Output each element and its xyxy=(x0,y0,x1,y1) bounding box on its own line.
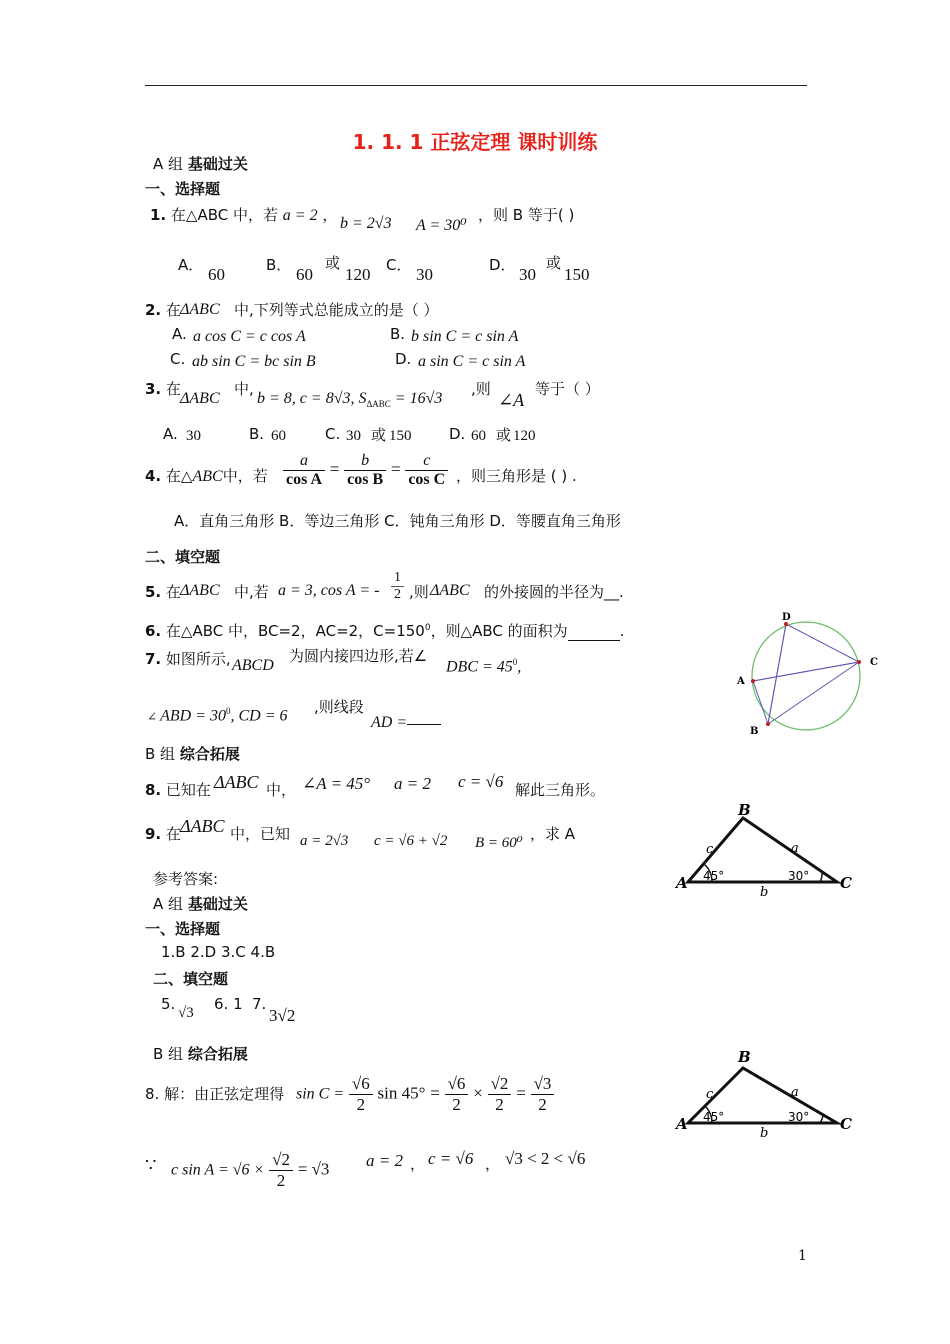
q3-then: ,则 xyxy=(471,380,491,398)
side-c-label: c xyxy=(706,842,714,857)
triangle-figure-1 xyxy=(672,801,862,900)
q4-number: 4. xyxy=(145,467,162,485)
side-a-label-2: a xyxy=(791,1085,799,1100)
answers-section-fill: 二、填空题 xyxy=(153,970,229,988)
q1-option-d-value1: 30 xyxy=(519,265,536,284)
q2-option-a: a cos C = c cos A xyxy=(193,328,306,345)
answer-8-sep2: ， xyxy=(485,1155,501,1173)
q4-text2: 中，若 xyxy=(222,467,268,485)
q1-sep: ， xyxy=(322,206,338,224)
answer-6: 6. 1 xyxy=(214,995,243,1013)
angle-c-label: 30° xyxy=(788,869,810,883)
q3-option-b: 60 xyxy=(271,428,286,444)
q1-angle-value: A = 30⁰ xyxy=(416,217,467,234)
side-b-label: b xyxy=(760,885,769,900)
q2-option-b: b sin C = c sin A xyxy=(411,328,519,345)
q1-option-b-or: 或 xyxy=(325,254,341,272)
q3-triangle: ΔABC xyxy=(180,390,220,407)
q4-options: A．直角三角形 B．等边三角形 C．钝角三角形 D．等腰直角三角形 xyxy=(174,512,621,530)
q3-mid: 中, xyxy=(234,380,254,398)
q7-cd: , CD = 6 xyxy=(230,707,288,725)
q5-triangle-2: ΔABC xyxy=(430,582,470,599)
q3-option-a: 30 xyxy=(186,428,201,444)
q9-number: 9. xyxy=(145,825,162,843)
quadrilateral-outline xyxy=(753,624,859,724)
q1-option-b-value1: 60 xyxy=(296,265,313,284)
q8-a: a = 2 xyxy=(394,774,431,793)
q2-option-a-label: A. xyxy=(172,325,187,343)
q7-blank xyxy=(407,706,441,725)
q7-mid: 为圆内接四边形,若∠ xyxy=(289,647,428,665)
point-b xyxy=(766,722,770,726)
label-a: A xyxy=(737,676,745,687)
side-bc xyxy=(768,662,859,724)
q1-option-c-value: 30 xyxy=(416,265,433,284)
q6-blank xyxy=(568,622,620,641)
q8-triangle: ΔABC xyxy=(214,772,259,792)
q5-triangle: ΔABC xyxy=(180,582,220,599)
vertex-a: A xyxy=(676,874,688,892)
q4-triangle: ABC xyxy=(192,468,223,485)
q3-option-d-or: 或 xyxy=(496,426,512,444)
point-c xyxy=(857,660,861,664)
q6-number: 6. xyxy=(145,622,162,640)
q8-c: c = √6 xyxy=(458,772,504,791)
section-fill-heading: 二、填空题 xyxy=(145,548,221,566)
q8-number: 8. xyxy=(145,781,162,799)
angle-a-label: 45° xyxy=(703,869,725,883)
question-4 xyxy=(145,465,268,486)
group-b-heading xyxy=(145,743,240,764)
q3-cond-main: b = 8, c = 8√3, S xyxy=(257,390,367,407)
q5-pre: 在 xyxy=(165,583,181,601)
q3-angle: ∠A xyxy=(498,390,525,410)
answer-8-c: c = √6 xyxy=(428,1149,474,1168)
q8-ask: 解此三角形。 xyxy=(515,781,606,799)
q3-option-c2: 150 xyxy=(389,428,412,444)
q7-quad: ABCD xyxy=(232,657,274,674)
q2-option-d: a sin C = c sin A xyxy=(418,353,526,370)
vertex-b-2: B xyxy=(738,1048,751,1066)
question-6 xyxy=(145,620,624,641)
q7-then: ,则线段 xyxy=(314,698,364,716)
q1-b-value: b = 2√3 xyxy=(340,215,392,232)
q4-fraction-a: $\frac{a}{\text{cos A}}$ xyxy=(283,452,325,489)
q5-condition: a = 3, cos A = - xyxy=(278,582,380,599)
q7-text: 如图所示, xyxy=(165,650,231,668)
question-5 xyxy=(145,581,181,602)
side-c-label-2: c xyxy=(706,1087,714,1102)
answers-group-b: B 组 综合拓展 xyxy=(153,1045,248,1063)
q3-ask: 等于（ ） xyxy=(535,380,600,398)
q1-option-b-label: B． xyxy=(266,256,292,274)
q9-ask: ，求 A xyxy=(530,825,576,843)
answer-7-value: 3√2 xyxy=(269,1006,296,1025)
group-a-heading xyxy=(153,153,248,174)
question-2 xyxy=(145,299,181,320)
q9-pre: 在 xyxy=(165,825,181,843)
answers-heading: 参考答案: xyxy=(153,870,219,888)
q1-ask: ，则 B 等于( ) xyxy=(478,206,575,224)
q5-ask: 的外接圆的半径为__. xyxy=(484,583,624,601)
page-number: 1 xyxy=(798,1248,807,1264)
q7-line2: ∠ ABD = $30^0$, CD = 6 xyxy=(147,706,288,725)
answer-5-value: √3 xyxy=(178,1005,194,1021)
q3-option-c: 30 xyxy=(346,428,361,444)
q4-text1: 在△ xyxy=(165,467,193,485)
vertex-c-2: C xyxy=(840,1115,852,1133)
vertex-c: C xyxy=(840,874,852,892)
q6-ask: ，则△ABC 的面积为 xyxy=(430,622,568,640)
triangle-figure-2 xyxy=(672,1046,862,1141)
q9-a: a = 2√3 xyxy=(300,833,349,849)
answer-7-label: 7. xyxy=(252,995,267,1013)
q1-a-value: a = 2 xyxy=(282,207,318,224)
vertex-a-2: A xyxy=(676,1115,688,1133)
q6-sup: 0 xyxy=(424,623,431,633)
cyclic-quadrilateral-figure xyxy=(737,608,890,748)
q3-cond-sub: ΔABC xyxy=(366,399,391,410)
q3-cond-rest: = 16√3 xyxy=(390,390,443,407)
q9-c: c = √6 + √2 xyxy=(374,833,448,849)
q3-number: 3. xyxy=(145,380,162,398)
page-title: 1. 1. 1 正弦定理 课时训练 xyxy=(352,130,598,154)
label-b: B xyxy=(750,726,759,737)
group-a-title: 基础过关 xyxy=(187,155,248,173)
answer-8-a: a = 2 xyxy=(366,1151,403,1170)
side-a-label: a xyxy=(791,841,799,856)
side-b-label-2: b xyxy=(760,1126,769,1141)
q1-option-c-label: C． xyxy=(386,256,412,274)
angle-a-label-2: 45° xyxy=(703,1110,725,1124)
q6-end: . xyxy=(619,622,625,640)
q4-equation xyxy=(283,452,448,489)
q3-option-d: 60 xyxy=(471,428,486,444)
group-b-title: 综合拓展 xyxy=(179,745,240,763)
q8-angle: ∠A = 45° xyxy=(302,774,371,793)
q8-mid: 中， xyxy=(266,781,297,799)
q1-option-a-label: A． xyxy=(178,256,204,274)
q9-triangle: ΔABC xyxy=(180,816,225,836)
q4-eq2: = xyxy=(390,459,401,479)
answers-section-choice: 一、选择题 xyxy=(145,920,221,938)
q7-angle1: DBC = $45^0$, xyxy=(446,657,522,676)
diagonal-db xyxy=(768,624,786,724)
q6-text: 在△ABC 中，BC=2，AC=2，C=150 xyxy=(165,622,425,640)
q5-number: 5. xyxy=(145,583,162,601)
q3-option-c-label: C. xyxy=(325,425,341,443)
q1-option-b-value2: 120 xyxy=(345,265,371,284)
question-1 xyxy=(150,204,337,225)
answer-8-line2: c sin A = √6 × $\frac{√2}{2}$ = √3 xyxy=(171,1150,330,1190)
q3-condition xyxy=(257,390,442,409)
circumcircle xyxy=(752,622,860,730)
q3-option-d2: 120 xyxy=(513,428,536,444)
q1-option-d-or: 或 xyxy=(546,254,562,272)
q8-text: 已知在 xyxy=(165,781,211,799)
question-9 xyxy=(145,823,181,844)
q5-then: ,则 xyxy=(409,583,429,601)
q3-option-b-label: B. xyxy=(249,425,265,443)
answer-8-inequality: √3 < 2 < √6 xyxy=(505,1149,586,1168)
angle-c-label-2: 30° xyxy=(788,1110,810,1124)
q4-ask: ，则三角形是 ( ) . xyxy=(456,467,577,485)
answer-8-equation: sin C = $\frac{√6}{2}$ sin 45° = $\frac{√6}{2}$ × $\frac{√2}{2}$ = $\frac{√3}{2}$ xyxy=(296,1074,554,1115)
question-8 xyxy=(145,779,211,800)
question-3 xyxy=(145,378,181,399)
q7-number: 7. xyxy=(145,650,162,668)
answers-choice-list: 1.B 2.D 3.C 4.B xyxy=(161,943,276,961)
q2-option-d-label: D. xyxy=(395,350,412,368)
q2-option-b-label: B. xyxy=(390,325,406,343)
vertex-b: B xyxy=(738,801,751,819)
q2-number: 2. xyxy=(145,301,162,319)
answer-8-label: 8. 解：由正弦定理得 xyxy=(145,1085,285,1103)
header-rule xyxy=(145,85,807,86)
q1-option-d-value2: 150 xyxy=(564,265,590,284)
q2-text: 中,下列等式总能成立的是（ ） xyxy=(234,301,439,319)
q2-triangle: ΔABC xyxy=(180,301,220,318)
q9-mid: 中，已知 xyxy=(230,825,291,843)
section-choice-heading: 一、选择题 xyxy=(145,180,221,198)
q1-option-a-value: 60 xyxy=(208,265,225,284)
label-d: D xyxy=(782,612,791,623)
q2-option-c-label: C. xyxy=(170,350,186,368)
q7-ad: AD = xyxy=(371,706,441,732)
q9-b: B = 60⁰ xyxy=(475,835,523,851)
q2-pre: 在 xyxy=(165,301,181,319)
q7-abd: ABD = 30 xyxy=(160,707,226,725)
answer-8-because: ∵ xyxy=(145,1155,157,1175)
q5-fraction: $\frac{1}{2}$ xyxy=(391,570,404,603)
answer-5-label: 5. xyxy=(161,995,176,1013)
point-a xyxy=(751,679,755,683)
q3-option-a-label: A. xyxy=(163,425,178,443)
q5-mid: 中,若 xyxy=(234,583,269,601)
q1-number: 1. xyxy=(150,206,167,224)
q2-option-c: ab sin C = bc sin B xyxy=(192,353,316,370)
q4-fraction-c: $\frac{c}{\text{cos C}}$ xyxy=(405,452,448,489)
q3-option-c-or: 或 xyxy=(371,426,387,444)
q3-option-d-label: D. xyxy=(449,425,466,443)
answer-8-sep1: ， xyxy=(410,1155,426,1173)
label-c: C xyxy=(870,657,878,668)
q4-eq1: = xyxy=(329,459,340,479)
diagonal-ac xyxy=(753,662,859,681)
q4-fraction-b: $\frac{b}{\text{cos B}}$ xyxy=(344,452,386,489)
group-a-label: A 组 xyxy=(153,155,184,173)
answers-group-a: A 组 基础过关 xyxy=(153,895,248,913)
q1-option-d-label: D． xyxy=(489,256,516,274)
group-b-label: B 组 xyxy=(145,745,176,763)
question-7 xyxy=(145,648,231,669)
q1-text: 在△ABC 中，若 xyxy=(170,206,283,224)
q3-pre: 在 xyxy=(165,380,181,398)
